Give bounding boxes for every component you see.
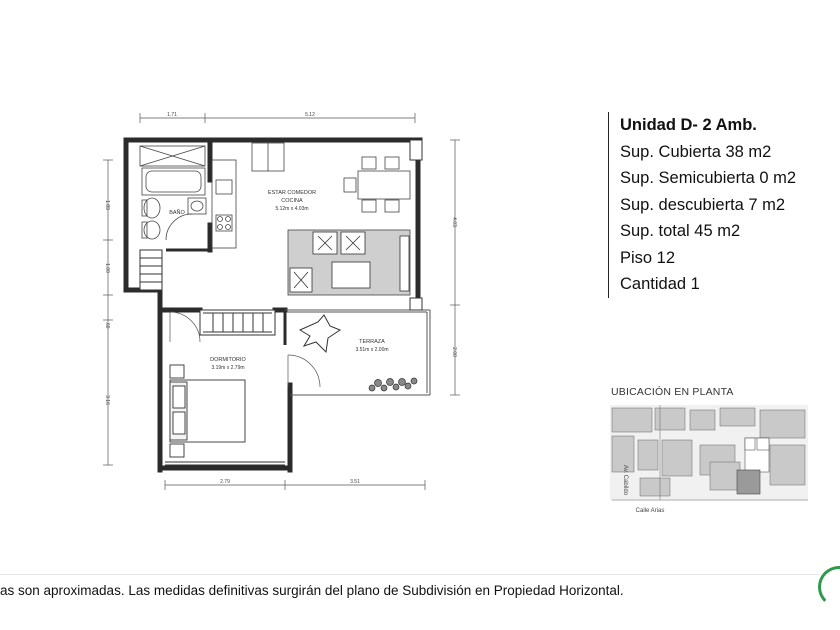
unit-title: Unidad D- 2 Amb. xyxy=(620,116,757,134)
terrace-name: TERRAZA xyxy=(359,339,385,345)
bathroom-fixtures xyxy=(140,146,206,240)
dim-left-3: .60 xyxy=(104,321,110,329)
bath-label: BAÑO xyxy=(169,210,185,216)
location-title: UBICACIÓN EN PLANTA xyxy=(611,386,734,398)
uncovered-area: Sup. descubierta 7 m2 xyxy=(620,195,786,214)
disclaimer-text: as son aproximadas. Las medidas definitivas surgirán del plano de Subdivisión en Propiedad Horizontal. xyxy=(0,583,624,598)
dim-right-lower: 2.00 xyxy=(451,347,457,357)
unit-info-panel xyxy=(608,112,796,298)
terrace-dims: 3.51m x 2.00m xyxy=(355,347,389,353)
dim-bottom-left: 2.79 xyxy=(220,479,230,485)
total-area: Sup. total 45 m2 xyxy=(620,222,741,240)
dining-table xyxy=(344,157,410,212)
dimension-lines xyxy=(103,113,460,490)
dim-top-right: 5.12 xyxy=(305,112,315,118)
living-sub: COCINA xyxy=(281,198,303,204)
bedroom-name: DORMITORIO xyxy=(210,357,246,363)
footer-divider xyxy=(0,574,820,575)
bedroom-dims: 3.19m x 2.79m xyxy=(211,365,245,371)
dim-left-4: 3.16 xyxy=(104,395,110,405)
dim-bottom-right: 3.51 xyxy=(350,479,360,485)
semicovered-area: Sup. Semicubierta 0 m2 xyxy=(620,169,797,187)
dim-left-1: 1.89 xyxy=(104,200,110,210)
bedroom-furniture xyxy=(170,365,245,457)
terrace-plant xyxy=(369,378,417,391)
floor-number: Piso 12 xyxy=(620,248,676,267)
highlighted-unit xyxy=(737,470,760,494)
dim-top-left: 1.71 xyxy=(167,112,177,118)
location-map xyxy=(610,405,808,501)
living-name: ESTAR COMEDOR xyxy=(267,190,317,196)
street-bottom-label: Calle Arias xyxy=(635,508,665,514)
street-side-label: Av. Cabildo xyxy=(622,464,628,496)
dim-left-2: 1.00 xyxy=(104,263,110,273)
unit-quantity: Cantidad 1 xyxy=(620,275,700,293)
living-dims: 5.12m x 4.03m xyxy=(275,206,309,212)
terrace-chair xyxy=(300,315,340,352)
dim-right-upper: 4.03 xyxy=(451,217,457,227)
covered-area: Sup. Cubierta 38 m2 xyxy=(620,142,772,161)
